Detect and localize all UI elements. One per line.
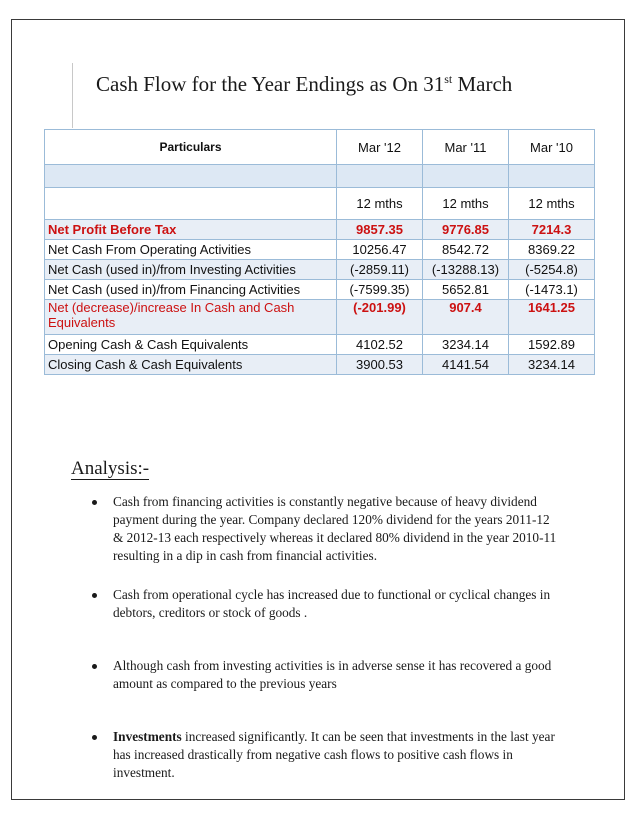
row-value: 7214.3 <box>509 220 595 240</box>
row-label: Net (decrease)/increase In Cash and Cash Equivalents <box>45 300 337 335</box>
bullet-icon <box>92 500 97 505</box>
bullet-text: Cash from operational cycle has increased due to functional or cyclical changes in debtors, creditors or stock of goods . <box>113 587 551 620</box>
list-item <box>90 493 560 565</box>
table-row <box>45 260 595 280</box>
row-label: Net Cash From Operating Activities <box>45 240 337 260</box>
row-value: 1592.89 <box>509 335 595 355</box>
table-row <box>45 355 595 375</box>
months-cell: 12 mths <box>423 188 509 220</box>
table-header-row <box>45 130 595 165</box>
row-value: 1641.25 <box>509 300 595 335</box>
table-row <box>45 335 595 355</box>
header-col: Mar '10 <box>509 130 595 165</box>
row-value: 10256.47 <box>337 240 423 260</box>
row-value: 8542.72 <box>423 240 509 260</box>
row-value: 8369.22 <box>509 240 595 260</box>
row-value: 3234.14 <box>509 355 595 375</box>
row-value: (-5254.8) <box>509 260 595 280</box>
bullet-text: Cash from financing activities is constantly negative because of heavy dividend payment during the year. Company declared 120% dividend for the years 2011-12 & 2012-13 each respectively whereas it declared 80% dividend in the year 2010-11 resulting in a dip in cash from financial activities. <box>113 494 557 563</box>
header-col: Mar '11 <box>423 130 509 165</box>
row-value: 9776.85 <box>423 220 509 240</box>
table-row <box>45 280 595 300</box>
table-row <box>45 300 595 335</box>
table-row <box>45 240 595 260</box>
bullet-bold-text: Investments <box>113 729 182 744</box>
months-row <box>45 188 595 220</box>
row-value: 4141.54 <box>423 355 509 375</box>
row-value: (-13288.13) <box>423 260 509 280</box>
row-label: Net Profit Before Tax <box>45 220 337 240</box>
bullet-icon <box>92 593 97 598</box>
row-value: (-2859.11) <box>337 260 423 280</box>
table-row <box>45 220 595 240</box>
row-value: 4102.52 <box>337 335 423 355</box>
row-value: 9857.35 <box>337 220 423 240</box>
row-value: (-1473.1) <box>509 280 595 300</box>
row-value: 3900.53 <box>337 355 423 375</box>
row-label: Net Cash (used in)/from Investing Activities <box>45 260 337 280</box>
row-value: 907.4 <box>423 300 509 335</box>
list-item <box>90 657 560 693</box>
analysis-list <box>90 493 560 782</box>
bullet-text: Although cash from investing activities is in adverse sense it has recovered a good amount as compared to the previous years <box>113 658 552 691</box>
header-col: Mar '12 <box>337 130 423 165</box>
row-value: (-7599.35) <box>337 280 423 300</box>
list-item <box>90 728 560 782</box>
bullet-icon <box>92 664 97 669</box>
bullet-icon <box>92 735 97 740</box>
row-label: Opening Cash & Cash Equivalents <box>45 335 337 355</box>
row-label: Closing Cash & Cash Equivalents <box>45 355 337 375</box>
page-title: Cash Flow for the Year Endings as On 31st March <box>96 72 513 96</box>
cash-flow-table <box>44 129 595 375</box>
row-value: 3234.14 <box>423 335 509 355</box>
row-label: Net Cash (used in)/from Financing Activities <box>45 280 337 300</box>
blank-row <box>45 165 595 188</box>
bullet-text: increased significantly. It can be seen that investments in the last year has increased drastically from negative cash flows to positive cash flows in investment. <box>113 729 555 780</box>
months-cell: 12 mths <box>337 188 423 220</box>
list-item <box>90 586 560 622</box>
row-value: 5652.81 <box>423 280 509 300</box>
analysis-heading: Analysis:- <box>71 458 150 479</box>
row-value: (-201.99) <box>337 300 423 335</box>
months-cell: 12 mths <box>509 188 595 220</box>
header-particulars: Particulars <box>45 130 337 165</box>
